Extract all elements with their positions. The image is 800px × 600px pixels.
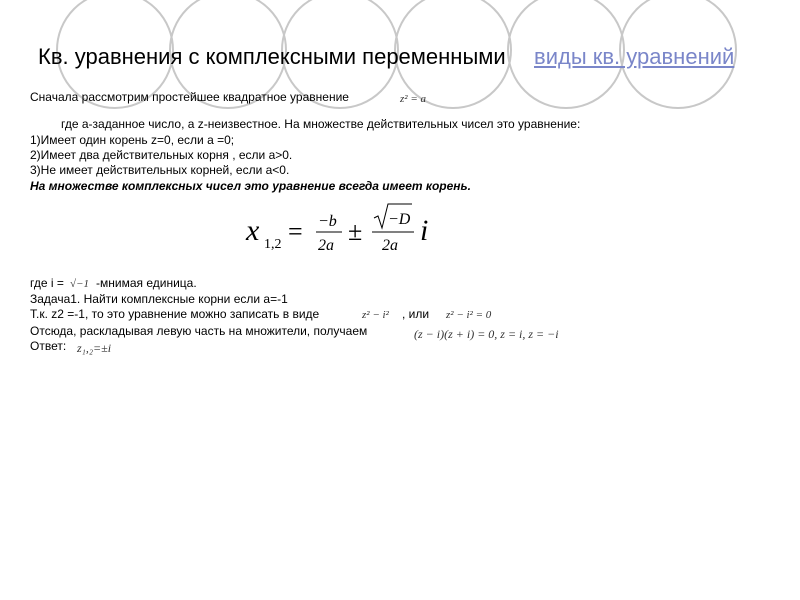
- formula-pm: ±: [348, 217, 363, 246]
- page-title: Кв. уравнения с комплексными переменными: [38, 44, 506, 69]
- tk-mid: , или: [402, 307, 430, 321]
- intro-text: Сначала рассмотрим простейшее квадратное уравнение: [30, 90, 349, 104]
- complex-note: На множестве комплексных чисел это уравнение всегда имеет корень.: [30, 179, 471, 193]
- tk-equation-1: z² − i²: [362, 309, 389, 321]
- intro-equation: z² = a: [400, 93, 427, 105]
- task-text: Задача1. Найти комплексные корни если a=-1: [30, 292, 288, 306]
- answer-equation: z₁,₂=±i: [77, 341, 112, 355]
- formula-frac2-den: 2a: [382, 237, 398, 254]
- formula-frac2-num: −D: [388, 211, 411, 228]
- case-one: 1)Имеет один корень z=0, если a =0;: [30, 133, 235, 147]
- case-three: 3)Не имеет действительных корней, если a<0.: [30, 163, 290, 177]
- formula-tail: i: [420, 214, 429, 247]
- answer-label: Ответ:: [30, 339, 67, 353]
- formula-frac1-num: −b: [318, 213, 337, 230]
- formula-lhs-sub: 1,2: [264, 237, 282, 252]
- where-text: где a-заданное число, а z-неизвестное. На множестве действительных чисел это уравнение:: [61, 117, 581, 131]
- hence-text: Отсюда, раскладывая левую часть на множители, получаем: [30, 324, 368, 338]
- root-formula: [244, 202, 444, 262]
- imag-prefix: где i =: [30, 276, 64, 290]
- hence-equation: (z − i)(z + i) = 0, z = i, z = −i: [414, 327, 559, 341]
- tk-text: Т.к. z2 =-1, то это уравнение можно записать в виде: [30, 307, 320, 321]
- quadratic-types-link[interactable]: виды кв. уравнений: [534, 44, 735, 69]
- formula-lhs: x: [246, 214, 260, 247]
- imag-suffix: -мнимая единица.: [96, 276, 197, 290]
- formula-frac1-den: 2a: [318, 237, 334, 254]
- formula-eq: =: [288, 217, 303, 246]
- imag-equation: √−1: [70, 278, 89, 290]
- tk-equation-2: z² − i² = 0: [446, 309, 492, 321]
- case-two: 2)Имеет два действительных корня , если a>0.: [30, 148, 293, 162]
